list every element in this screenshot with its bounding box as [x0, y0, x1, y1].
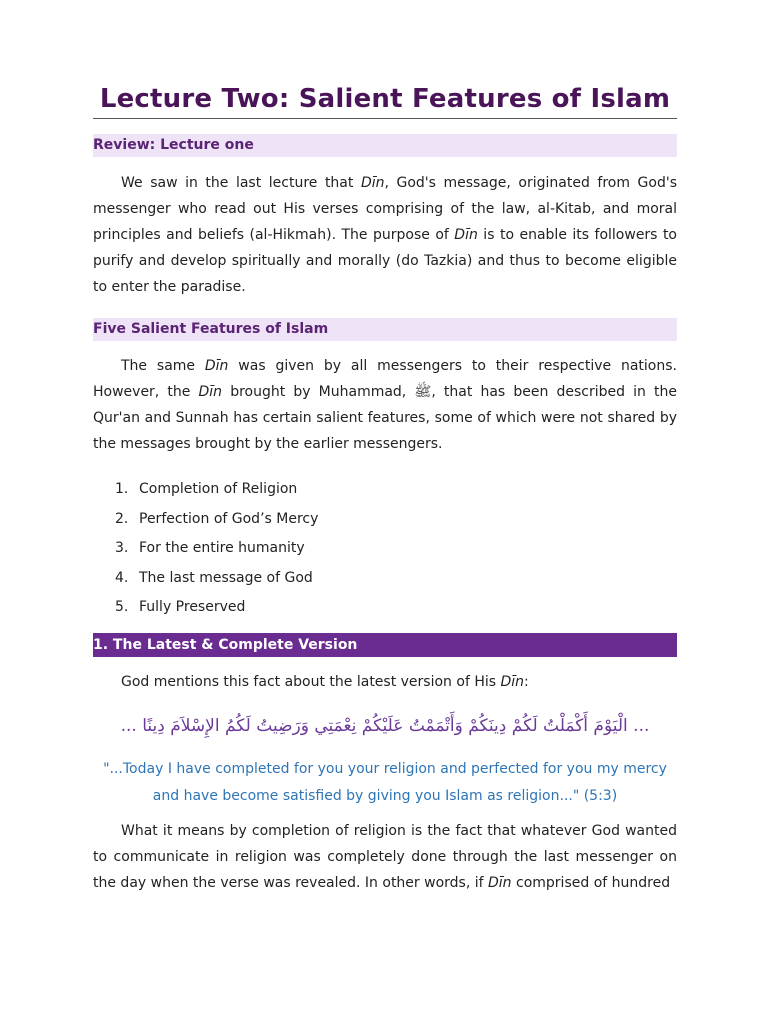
page-title: Lecture Two: Salient Features of Islam — [99, 84, 671, 114]
arabic-verse: ... الْيَوْمَ أَكْمَلْتُ لَكُمْ دِينَكُمْ وَأَتْمَمْتُ عَلَيْكُمْ نِعْمَتِي وَرَضِيتُ لَكُمُ الإِسْلاَمَ دِينًا ... — [120, 716, 650, 736]
paragraph-review: We saw in the last lecture that Dīn, God's message, originated from God's messenger who read out His verses comprising of the law, al-Kitab, and moral principles and beliefs (al-Hikmah). The purpose of Dīn is to enable its followers to purify and develop spiritually and morally (do Tazkia) and thus to become eligible to enter the paradise. — [93, 175, 678, 295]
section-heading-features: Five Salient Features of Islam — [93, 318, 677, 341]
list-item: 2. Perfection of God’s Mercy — [115, 510, 319, 527]
list-item: 4. The last message of God — [115, 569, 313, 586]
section-heading-latest-version: 1. The Latest & Complete Version — [93, 633, 677, 657]
list-item: 5. Fully Preserved — [115, 599, 246, 615]
paragraph-completion: What it means by completion of religion is the fact that whatever God wanted to communicate in religion was completely done through the last messenger on the day when the verse was revealed. In other words, if Dīn comprised of hundred — [93, 823, 677, 891]
paragraph-features: The same Dīn was given by all messengers to their respective nations. However, the Dīn brought by Muhammad, ﷺ, that has been described in the Qur'an and Sunnah has certain salient features, some of which were not shared by the messages brought by the earlier messengers. — [93, 358, 678, 452]
verse-translation: "...Today I have completed for you your religion and perfected for you my mercy and have become satisfied by giving you Islam as religion..." (5:3) — [103, 761, 667, 804]
features-list — [93, 477, 318, 625]
section-heading-review: Review: Lecture one — [93, 134, 677, 157]
list-item: 3. For the entire humanity — [115, 540, 305, 556]
paragraph-latest-intro: God mentions this fact about the latest version of His Dīn: — [121, 674, 529, 690]
title-rule — [93, 118, 677, 119]
list-item: 1. Completion of Religion — [115, 481, 298, 497]
